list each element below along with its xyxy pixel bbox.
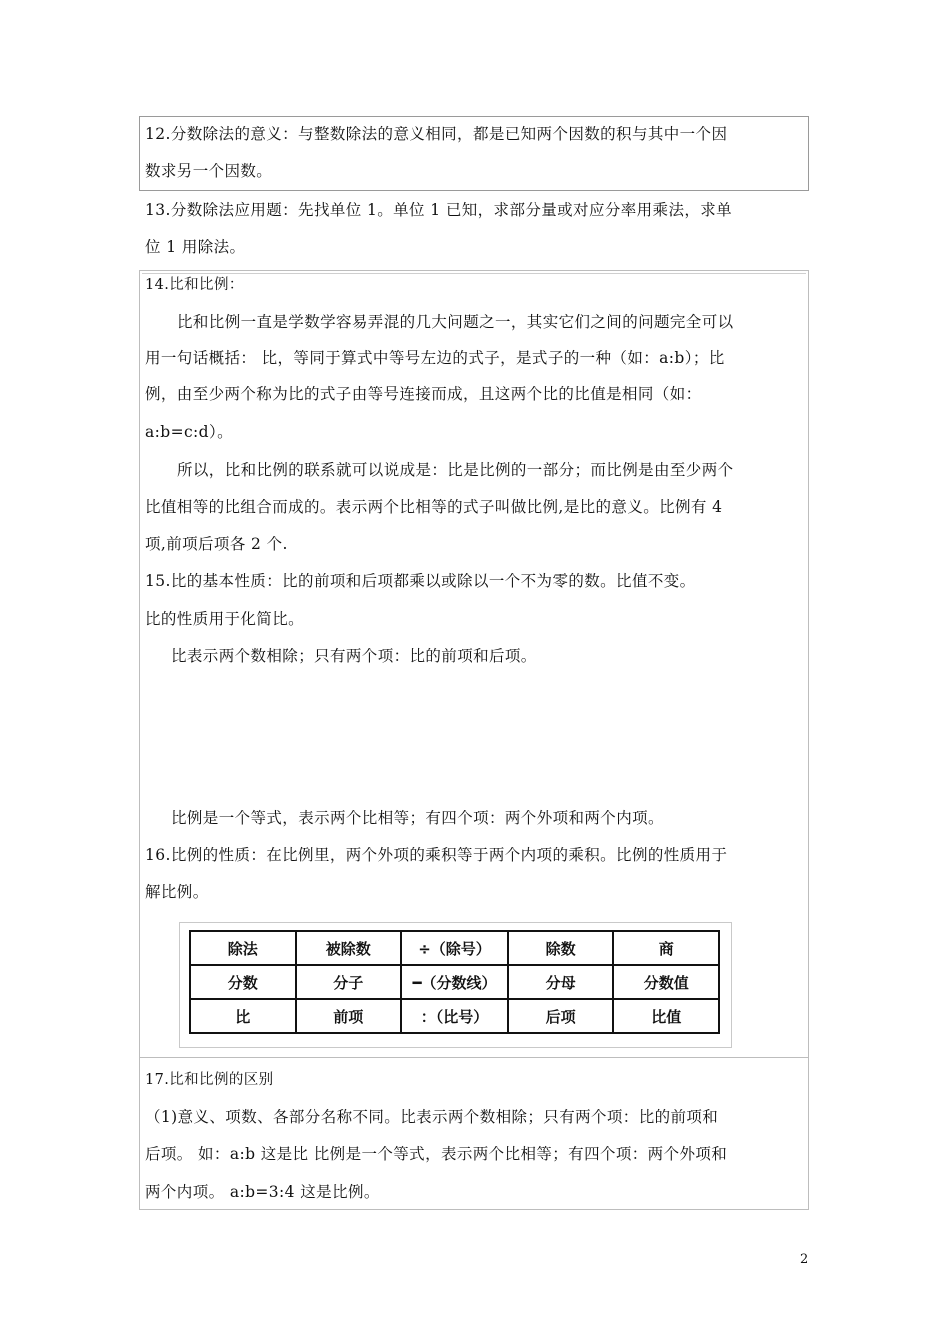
table-cell: 除数 (508, 931, 614, 965)
item-13-line-1: 13.分数除法应用题：先找单位 1。单位 1 已知，求部分量或对应分率用乘法，求单 (145, 201, 733, 219)
item-15-line-2: 比的性质用于化简比。 (145, 610, 305, 628)
item-17-line-1: （1)意义、项数、各部分名称不同。比表示两个数相除；只有两个项：比的前项和 (145, 1108, 719, 1126)
item-16-line-1: 16.比例的性质：在比例里，两个外项的乘积等于两个内项的乘积。比例的性质用于 (145, 846, 728, 864)
item-17-title: 17.比和比例的区别 (145, 1072, 274, 1088)
table-cell: ÷（除号） (401, 931, 508, 965)
table-cell: 除法 (190, 931, 296, 965)
item-17-line-2: 后项。 如：a:b 这是比 比例是一个等式，表示两个比相等；有四个项：两个外项和 (145, 1145, 728, 1163)
item-12-line-2: 数求另一个因数。 (145, 162, 273, 180)
table-cell: ：（比号） (401, 999, 508, 1033)
comparison-table (189, 930, 720, 1034)
item-14-para-1-line-3: 例，由至少两个称为比的式子由等号连接而成，且这两个比的比值是相同（如： (145, 385, 702, 403)
item-15-line-1: 15.比的基本性质：比的前项和后项都乘以或除以一个不为零的数。比值不变。 (145, 572, 696, 590)
table-cell: 分数 (190, 965, 296, 999)
item-14-para-1-line-4: a:b=c:d）。 (145, 423, 234, 441)
item-15-line-3: 比表示两个数相除；只有两个项：比的前项和后项。 (171, 647, 537, 665)
item-15-line-4: 比例是一个等式，表示两个比相等；有四个项：两个外项和两个内项。 (171, 809, 664, 827)
box-items-14-17 (139, 270, 809, 1210)
item-14-para-2-line-3: 项,前项后项各 2 个. (145, 535, 288, 553)
table-cell: 分母 (508, 965, 614, 999)
table-row (190, 999, 719, 1033)
item-14-title: 14.比和比例： (145, 277, 244, 293)
table-cell: 商 (613, 931, 719, 965)
table-cell: 比 (190, 999, 296, 1033)
table-cell: ━（分数线） (401, 965, 508, 999)
table-cell: 前项 (296, 999, 402, 1033)
item-12-line-1: 12.分数除法的意义：与整数除法的意义相同，都是已知两个因数的积与其中一个因 (145, 125, 728, 143)
table-row (190, 931, 719, 965)
page-number: 2 (800, 1252, 809, 1267)
item-17-line-3: 两个内项。 a:b=3:4 这是比例。 (145, 1183, 380, 1201)
item-14-para-1-line-2: 用一句话概括： 比，等同于算式中等号左边的式子，是式子的一种（如：a:b）；比 (145, 349, 725, 367)
table-cell: 比值 (613, 999, 719, 1033)
box-item-17-divider (139, 1057, 809, 1058)
table-cell: 分数值 (613, 965, 719, 999)
table-cell: 分子 (296, 965, 402, 999)
item-13-line-2: 位 1 用除法。 (145, 238, 246, 256)
item-14-para-2-line-2: 比值相等的比组合而成的。表示两个比相等的式子叫做比例,是比的意义。比例有 4 (145, 498, 723, 516)
item-14-para-2-line-1: 所以，比和比例的联系就可以说成是：比是比例的一部分；而比例是由至少两个 (177, 461, 734, 479)
item-14-para-1-line-1: 比和比例一直是学数学容易弄混的几大问题之一，其实它们之间的问题完全可以 (177, 313, 734, 331)
item-16-line-2: 解比例。 (145, 883, 209, 901)
table-cell: 被除数 (296, 931, 402, 965)
table-cell: 后项 (508, 999, 614, 1033)
table-row (190, 965, 719, 999)
box-items-14-17-inner-top (142, 273, 806, 274)
